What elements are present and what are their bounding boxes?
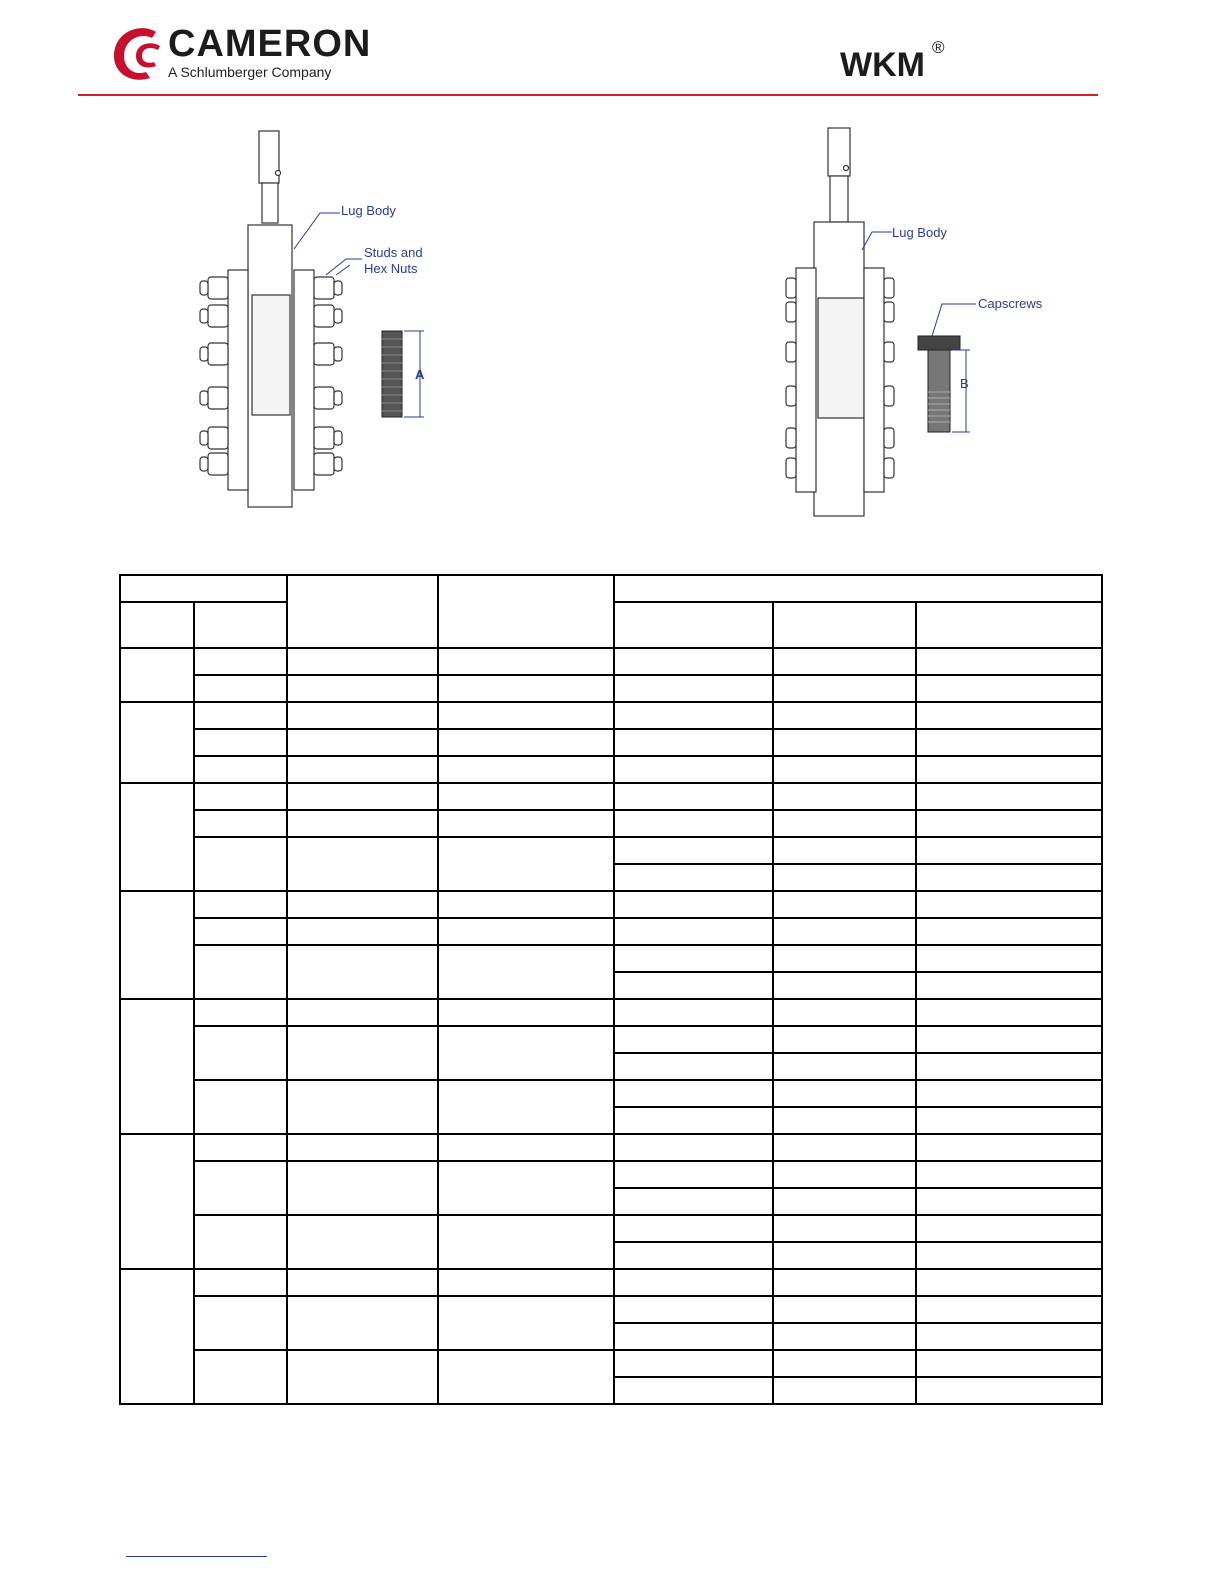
table-row [120, 891, 1102, 918]
table-cell [194, 810, 287, 837]
table-cell [773, 837, 916, 864]
table-cell [916, 675, 1102, 702]
table-cell [614, 1296, 773, 1323]
table-cell [194, 1350, 287, 1404]
table-cell [120, 999, 194, 1134]
table-cell [194, 1026, 287, 1080]
table-row [120, 783, 1102, 810]
table-cell [194, 1296, 287, 1350]
table-cell [773, 1161, 916, 1188]
table-cell [773, 1107, 916, 1134]
table-cell [194, 918, 287, 945]
table-cell [438, 999, 614, 1026]
table-cell [773, 1188, 916, 1215]
table-cell [194, 837, 287, 891]
table-cell [916, 945, 1102, 972]
table-cell [120, 1269, 194, 1404]
table-cell [916, 1269, 1102, 1296]
table-cell [194, 1161, 287, 1215]
table-cell [916, 999, 1102, 1026]
table-cell [287, 702, 438, 729]
table-cell [773, 1350, 916, 1377]
table-cell [287, 1269, 438, 1296]
table-cell [438, 702, 614, 729]
table-cell [614, 702, 773, 729]
capscrews-label: Capscrews [978, 296, 1043, 311]
table-cell [773, 1269, 916, 1296]
table-cell [916, 891, 1102, 918]
table-cell [773, 972, 916, 999]
table-cell [438, 675, 614, 702]
table-cell [773, 702, 916, 729]
table-cell [438, 783, 614, 810]
table-cell [287, 648, 438, 675]
table-cell [438, 1134, 614, 1161]
table-cell [614, 999, 773, 1026]
table-cell [916, 702, 1102, 729]
table-cell [614, 783, 773, 810]
table-cell [194, 1080, 287, 1134]
table-cell [773, 1215, 916, 1242]
table-cell [287, 729, 438, 756]
table-row [120, 702, 1102, 729]
table-row [120, 810, 1102, 837]
table-cell [287, 1215, 438, 1269]
table-cell [773, 729, 916, 756]
table-cell [614, 1323, 773, 1350]
table-cell [916, 1107, 1102, 1134]
table-cell [194, 729, 287, 756]
table-cell [614, 1215, 773, 1242]
table-cell [916, 729, 1102, 756]
table-row [120, 1350, 1102, 1377]
table-cell [194, 756, 287, 783]
table-cell [194, 675, 287, 702]
table-row [120, 1161, 1102, 1188]
table-cell [614, 1053, 773, 1080]
table-cell [773, 1323, 916, 1350]
studs-label-line1: Studs and [364, 245, 423, 260]
table-cell [916, 783, 1102, 810]
table-cell [614, 648, 773, 675]
table-cell [438, 1080, 614, 1134]
table-cell [438, 810, 614, 837]
table-row [120, 1134, 1102, 1161]
table-cell [287, 945, 438, 999]
table-row [120, 1080, 1102, 1107]
table-row [120, 918, 1102, 945]
table-cell [194, 648, 287, 675]
table-cell [916, 1026, 1102, 1053]
table-cell [438, 837, 614, 891]
table-cell [614, 1107, 773, 1134]
table-header-row [120, 575, 1102, 602]
table-cell [614, 837, 773, 864]
lug-body-label: Lug Body [892, 225, 947, 240]
wkm-logo: WKM [840, 46, 925, 84]
table-cell [916, 918, 1102, 945]
table-cell [120, 891, 194, 999]
table-cell [916, 1296, 1102, 1323]
table-row [120, 999, 1102, 1026]
table-row [120, 756, 1102, 783]
table-cell [773, 864, 916, 891]
table-row [120, 1296, 1102, 1323]
table-cell [287, 1026, 438, 1080]
table-cell [916, 1215, 1102, 1242]
table-cell [773, 756, 916, 783]
table-cell [287, 999, 438, 1026]
header-cell [773, 602, 916, 648]
table-cell [438, 945, 614, 999]
table-cell [773, 648, 916, 675]
header-cell [120, 575, 287, 602]
table-cell [773, 1134, 916, 1161]
lug-body-studs-figure [190, 125, 450, 515]
table-cell [120, 702, 194, 783]
table-row [120, 1026, 1102, 1053]
table-cell [614, 1377, 773, 1404]
table-cell [287, 1161, 438, 1215]
table-cell [287, 918, 438, 945]
table-cell [438, 918, 614, 945]
table-cell [194, 1134, 287, 1161]
table-row [120, 837, 1102, 864]
table-cell [614, 891, 773, 918]
table-cell [916, 1080, 1102, 1107]
table-cell [614, 729, 773, 756]
table-cell [287, 783, 438, 810]
lug-body-capscrews-figure [776, 122, 1066, 522]
table-cell [916, 1053, 1102, 1080]
table-cell [614, 1026, 773, 1053]
table-cell [614, 1242, 773, 1269]
header-cell [614, 602, 773, 648]
table-cell [438, 891, 614, 918]
dimension-b-label: B [960, 376, 969, 391]
header-cell [614, 575, 1102, 602]
table-cell [614, 1161, 773, 1188]
table-cell [614, 1134, 773, 1161]
table-cell [916, 837, 1102, 864]
table-cell [916, 1323, 1102, 1350]
table-cell [614, 945, 773, 972]
table-cell [614, 1080, 773, 1107]
table-cell [287, 1134, 438, 1161]
table-cell [916, 1242, 1102, 1269]
header-cell [916, 602, 1102, 648]
table-cell [773, 945, 916, 972]
table-cell [438, 1215, 614, 1269]
table-cell [194, 891, 287, 918]
table-cell [287, 1350, 438, 1404]
table-cell [614, 1188, 773, 1215]
table-cell [120, 1134, 194, 1269]
stud-icon [382, 331, 402, 417]
table-cell [614, 864, 773, 891]
table-cell [438, 648, 614, 675]
header-cell [194, 602, 287, 648]
table-cell [614, 675, 773, 702]
table-cell [773, 675, 916, 702]
table-cell [194, 1215, 287, 1269]
studs-label-line2: Hex Nuts [364, 261, 418, 276]
table-cell [773, 783, 916, 810]
table-row [120, 675, 1102, 702]
header-cell [120, 602, 194, 648]
table-cell [438, 1161, 614, 1215]
lug-body-label: Lug Body [341, 203, 396, 218]
table-cell [438, 756, 614, 783]
table-cell [773, 891, 916, 918]
table-cell [194, 783, 287, 810]
table-cell [773, 1296, 916, 1323]
table-cell [287, 891, 438, 918]
table-row [120, 648, 1102, 675]
table-cell [120, 648, 194, 702]
table-cell [916, 810, 1102, 837]
table-cell [916, 972, 1102, 999]
table-cell [773, 1080, 916, 1107]
table-cell [614, 1350, 773, 1377]
header-cell [438, 575, 614, 648]
table-cell [438, 1026, 614, 1080]
table-cell [773, 1026, 916, 1053]
table-cell [614, 1269, 773, 1296]
table-row [120, 729, 1102, 756]
table-cell [773, 1377, 916, 1404]
table-cell [916, 1188, 1102, 1215]
brand-subtitle: A Schlumberger Company [168, 64, 332, 80]
footer-link-underline[interactable] [126, 1556, 267, 1557]
table-cell [916, 1377, 1102, 1404]
table-cell [287, 1296, 438, 1350]
table-row [120, 1215, 1102, 1242]
table-cell [287, 810, 438, 837]
cameron-logo [110, 24, 380, 86]
table-cell [120, 783, 194, 891]
table-cell [916, 756, 1102, 783]
brand-name: CAMERON [168, 23, 372, 65]
table-cell [438, 1269, 614, 1296]
table-cell [194, 1269, 287, 1296]
cameron-swoosh-icon [110, 24, 166, 84]
table-cell [614, 918, 773, 945]
table-cell [916, 864, 1102, 891]
table-cell [916, 1350, 1102, 1377]
table-cell [438, 729, 614, 756]
table-cell [614, 972, 773, 999]
header-rule [78, 94, 1098, 96]
bolting-spec-table [119, 574, 1103, 1405]
table-cell [773, 999, 916, 1026]
table-cell [916, 648, 1102, 675]
table-cell [194, 945, 287, 999]
table-row [120, 945, 1102, 972]
dimension-a-label: A [415, 367, 425, 382]
table-cell [773, 1053, 916, 1080]
table-cell [614, 810, 773, 837]
registered-mark: ® [932, 38, 945, 57]
table-row [120, 1269, 1102, 1296]
table-cell [287, 675, 438, 702]
table-cell [773, 918, 916, 945]
table-cell [614, 756, 773, 783]
table-cell [194, 702, 287, 729]
table-cell [773, 810, 916, 837]
header-cell [287, 575, 438, 648]
table-cell [916, 1134, 1102, 1161]
table-cell [287, 756, 438, 783]
table-cell [287, 837, 438, 891]
table-cell [438, 1350, 614, 1404]
table-cell [194, 999, 287, 1026]
table-cell [916, 1161, 1102, 1188]
table-cell [287, 1080, 438, 1134]
table-cell [438, 1296, 614, 1350]
table-cell [773, 1242, 916, 1269]
